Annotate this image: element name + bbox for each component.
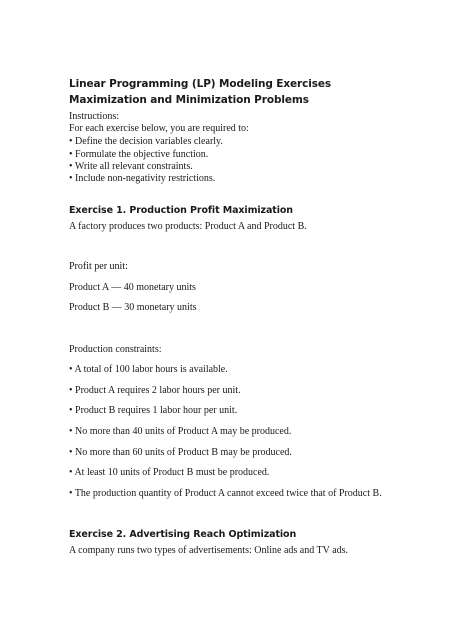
exercise-2-heading: Exercise 2. Advertising Reach Optimization <box>69 529 297 540</box>
instructions-label: Instructions: <box>69 111 119 122</box>
constraint-item: • At least 10 units of Product B must be produced. <box>69 467 270 478</box>
document-title-line-1: Linear Programming (LP) Modeling Exercises <box>69 78 332 90</box>
constraint-item: • A total of 100 labor hours is available. <box>69 364 228 375</box>
exercise-2-description: A company runs two types of advertisements: Online ads and TV ads. <box>69 545 349 556</box>
constraint-item: • No more than 40 units of Product A may be produced. <box>69 426 292 437</box>
instruction-item: • Formulate the objective function. <box>69 149 209 160</box>
document-title-line-2: Maximization and Minimization Problems <box>69 94 309 106</box>
instruction-item: • Write all relevant constraints. <box>69 161 193 172</box>
instruction-item: • Define the decision variables clearly. <box>69 136 223 147</box>
profit-item: Product B — 30 monetary units <box>69 302 197 313</box>
exercise-1-description: A factory produces two products: Product A and Product B. <box>69 221 307 232</box>
constraint-item: • No more than 60 units of Product B may be produced. <box>69 447 292 458</box>
instruction-item: • Include non-negativity restrictions. <box>69 173 216 184</box>
profit-item: Product A — 40 monetary units <box>69 282 196 293</box>
constraint-item: • Product A requires 2 labor hours per unit. <box>69 385 241 396</box>
constraints-label: Production constraints: <box>69 344 162 355</box>
constraint-item: • The production quantity of Product A cannot exceed twice that of Product B. <box>69 488 382 499</box>
profit-label: Profit per unit: <box>69 261 128 272</box>
exercise-1-heading: Exercise 1. Production Profit Maximization <box>69 205 293 216</box>
instructions-intro: For each exercise below, you are required to: <box>69 123 249 134</box>
constraint-item: • Product B requires 1 labor hour per unit. <box>69 405 238 416</box>
